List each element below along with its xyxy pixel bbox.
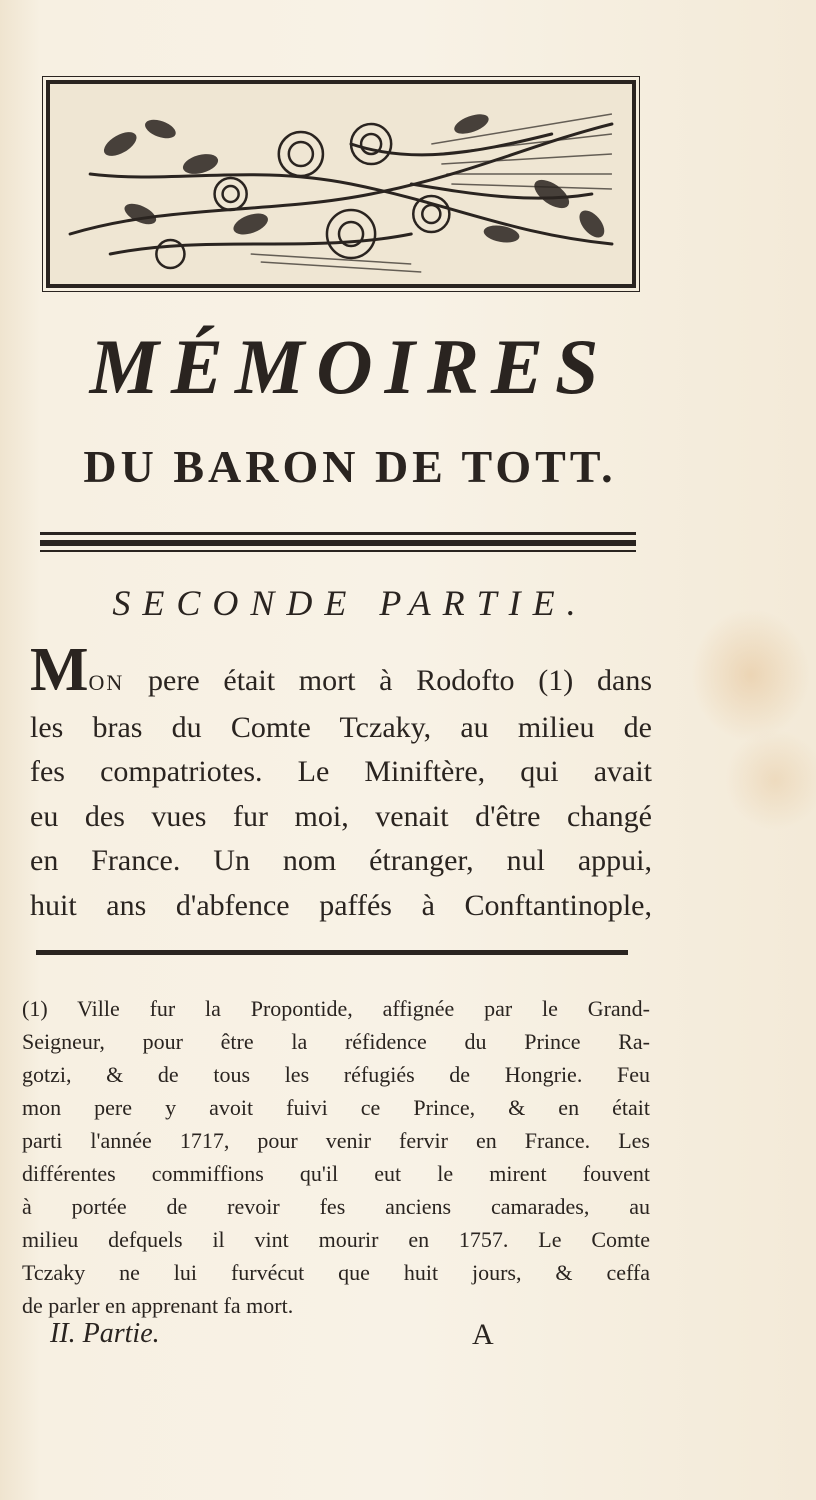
footnote-line: de parler en apprenant fa mort. — [22, 1293, 294, 1318]
body-line: huit ans d'abfence paffés à Conftantinople, — [30, 888, 652, 922]
page-title: MÉMOIRES — [89, 323, 611, 410]
part-label: II. Partie. — [50, 1318, 160, 1349]
footnote — [22, 992, 650, 1322]
footnote-line: mon pere y avoit fuivi ce Prince, & en était — [22, 1095, 650, 1120]
footnote-line: milieu defquels il vint mourir en 1757. Le Comte — [22, 1227, 650, 1252]
double-rule-divider — [40, 532, 636, 554]
body-line: MON pere était mort à Rodofto (1) dans — [30, 636, 652, 704]
main-paragraph — [30, 636, 652, 928]
footnote-line: (1) Ville fur la Propontide, affignée par le Grand- — [22, 996, 650, 1021]
page-subtitle: DU BARON DE TOTT. — [83, 441, 617, 492]
body-line: les bras du Comte Tczaky, au milieu de — [30, 710, 652, 744]
footnote-line: différentes commiffions qu'il eut le mirent fouvent — [22, 1161, 650, 1186]
floral-woodcut-icon — [50, 84, 632, 284]
footnote-line: parti l'année 1717, pour venir fervir en France. Les — [22, 1128, 650, 1153]
small-caps-text: ON — [88, 670, 125, 695]
signature-mark: A — [472, 1318, 494, 1351]
footnote-rule — [36, 950, 628, 955]
drop-cap: M — [30, 636, 89, 704]
body-line: eu des vues fur moi, venait d'être changé — [30, 799, 652, 833]
footnote-line: Seigneur, pour être la réfidence du Prince Ra- — [22, 1029, 650, 1054]
footnote-line: Tczaky ne lui furvécut que huit jours, & ceffa — [22, 1260, 650, 1285]
floral-headpiece-ornament — [46, 80, 636, 288]
body-line: fes compatriotes. Le Miniftère, qui avait — [30, 755, 652, 788]
body-line: en France. Un nom étranger, nul appui, — [30, 844, 652, 877]
footnote-line: gotzi, & de tous les réfugiés de Hongrie. Feu — [22, 1062, 650, 1087]
footnote-line: à portée de revoir fes anciens camarades, au — [22, 1194, 650, 1219]
part-heading: SECONDE PARTIE. — [112, 583, 588, 623]
